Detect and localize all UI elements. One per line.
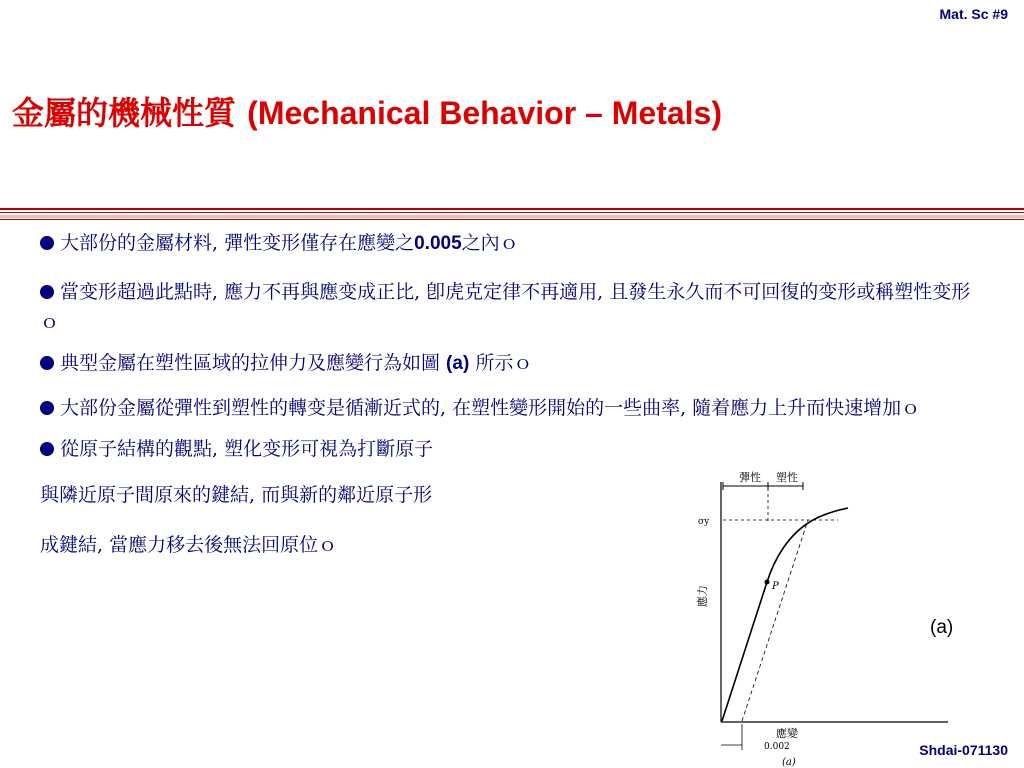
stress-strain-figure — [678, 462, 978, 768]
continuation-line: 與隣近原子間原來的鍵結, 而與新的鄰近原子形 — [40, 484, 433, 506]
stress-strain-curve — [722, 508, 848, 721]
yield-stress-symbol: σy — [698, 517, 710, 527]
offset-line — [742, 520, 808, 721]
bullet-item — [40, 348, 990, 379]
divider-line — [0, 215, 1024, 218]
title-english: (Mechanical Behavior – Metals) — [247, 95, 722, 131]
bullet-number: 0.005 — [414, 233, 462, 254]
bullet-text: 大部份的金屬材料, 彈性变形僅存在應變之 — [60, 232, 415, 254]
bullet-dot-icon — [40, 401, 54, 415]
bullet-item — [40, 228, 990, 259]
bullet-text: 大部份金屬從彈性到塑性的轉变是循漸近式的, 在塑性變形開始的一些曲率, 隨着應力上升而快速增加ｏ — [60, 397, 921, 419]
bullet-item — [40, 434, 990, 464]
subfigure-label: (a) — [782, 757, 796, 768]
proportional-limit-point — [765, 580, 770, 585]
bullet-dot-icon — [40, 356, 54, 370]
figure-caption: (a) — [930, 617, 954, 638]
footer-doc-id: Shdai-071130 — [919, 742, 1008, 758]
divider-line — [0, 208, 1024, 210]
point-p-label: P — [772, 581, 779, 592]
bullet-text: 之內ｏ — [461, 232, 519, 254]
divider-line — [0, 212, 1024, 213]
continuation-line: 成鍵結, 當應力移去後無法回原位ｏ — [40, 534, 338, 556]
bullet-text: 當变形超過此點時, 應力不再與應变成正比, 卽虎克定律不再適用, 且發生永久而不可回復的变形或稱塑性变形ｏ — [40, 281, 971, 333]
bullet-item — [40, 277, 980, 337]
bullet-dot-icon — [40, 236, 54, 250]
elastic-region-label: 彈性 — [739, 471, 761, 484]
bullet-item — [40, 393, 980, 423]
bullet-text: 從原子結構的觀點, 塑化变形可視為打斷原子 — [60, 438, 434, 460]
plastic-region-label: 塑性 — [776, 471, 798, 484]
slide-number: Mat. Sc #9 — [939, 6, 1008, 22]
strain-axis-label: 應變 — [776, 727, 798, 740]
divider-line — [0, 219, 1024, 220]
title-chinese: 金屬的機械性質 — [12, 94, 237, 132]
slide-title — [12, 88, 1012, 134]
stress-axis-label: 應力 — [696, 585, 709, 607]
offset-strain-label: 0.002 — [764, 742, 790, 752]
bullet-text: 所示ｏ — [469, 352, 533, 374]
bullet-dot-icon — [40, 442, 54, 456]
bullet-figure-ref: (a) — [446, 353, 470, 374]
bullet-dot-icon — [40, 285, 54, 299]
bullet-text: 典型金屬在塑性區域的拉伸力及應變行為如圖 — [60, 352, 447, 374]
